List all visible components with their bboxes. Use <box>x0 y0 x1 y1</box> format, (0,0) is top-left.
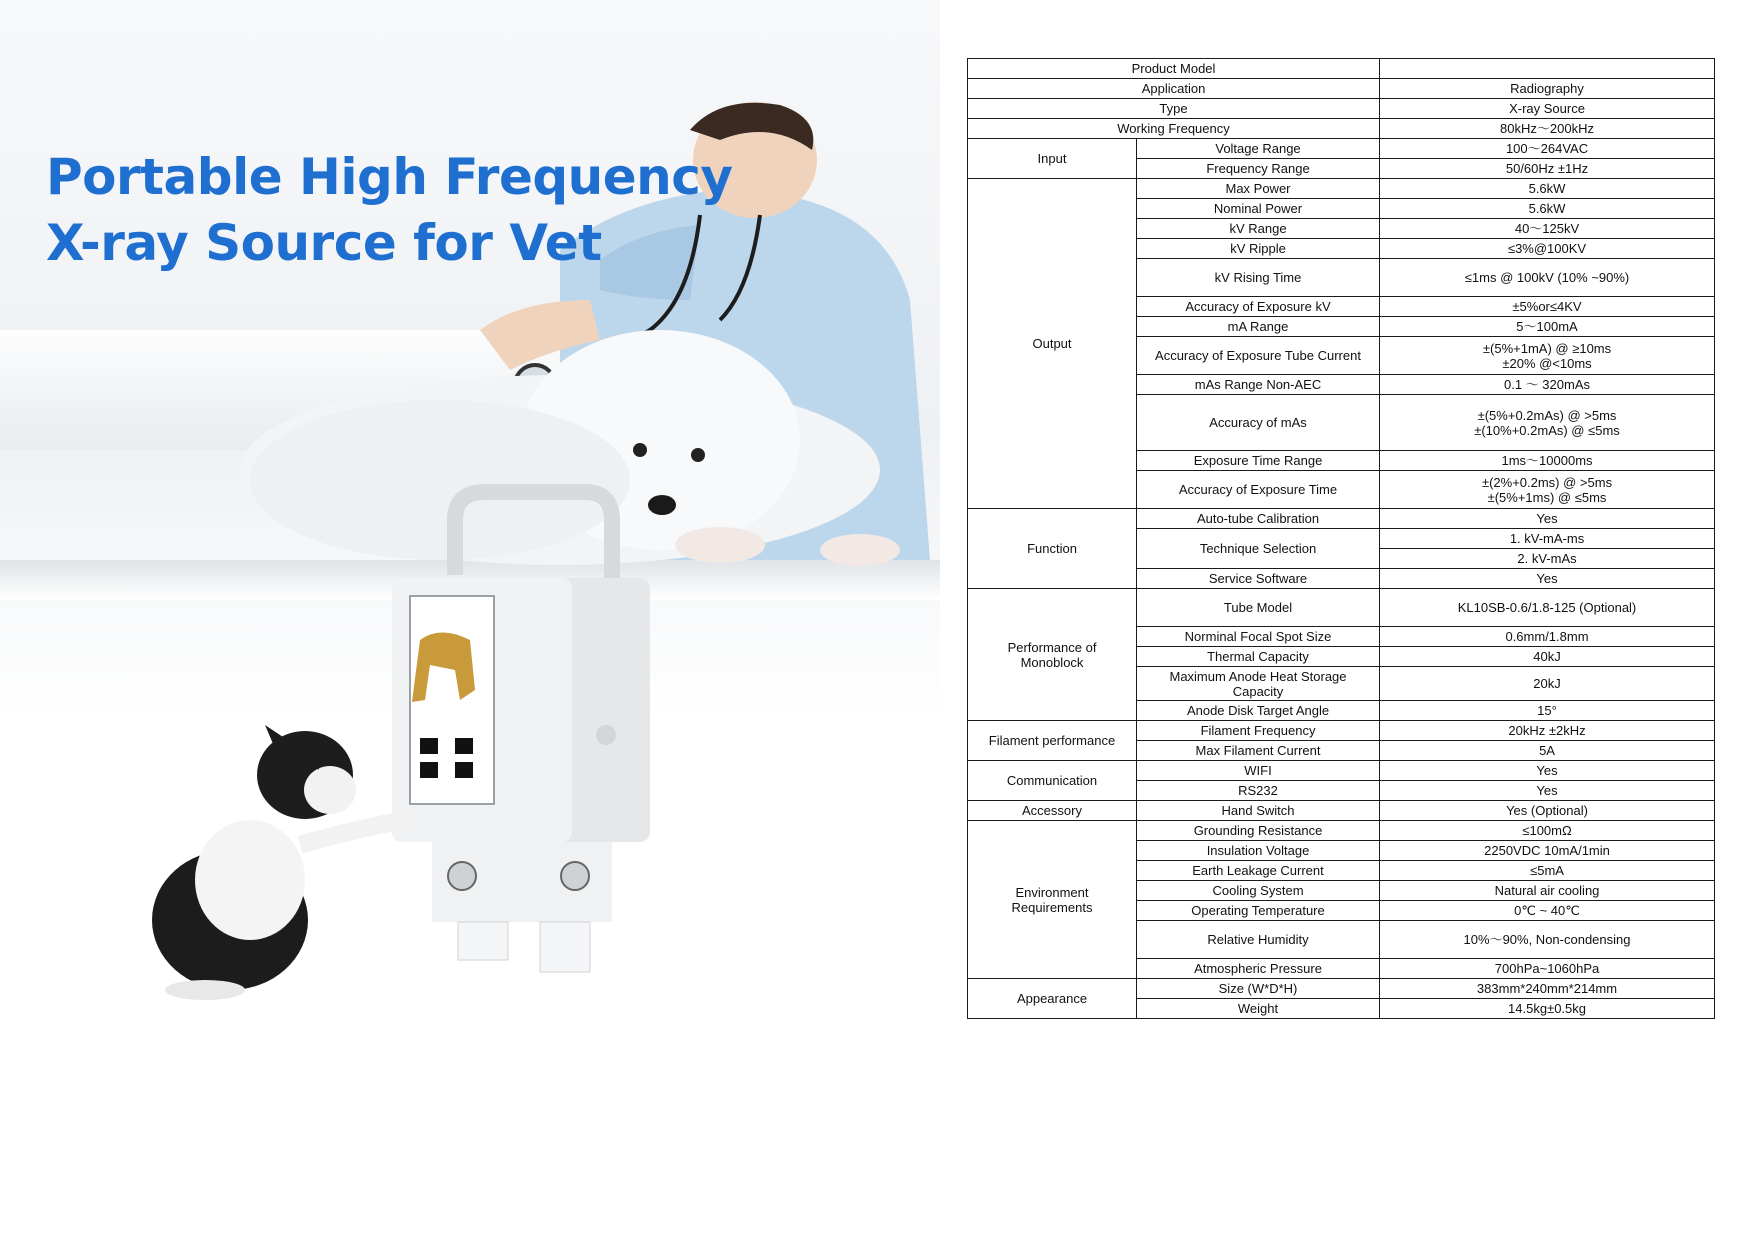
spec-value-text-line-2: ±20% @<10ms <box>1502 355 1592 371</box>
spec-value-text: 20kHz ±2kHz <box>1508 723 1586 738</box>
spec-value <box>1380 959 1715 979</box>
spec-value-text: Natural air cooling <box>1494 883 1600 898</box>
spec-value: X-ray Source <box>1380 99 1715 119</box>
spec-parameter-text: Accuracy of Exposure Time <box>1178 482 1338 497</box>
spec-parameter-text: WIFI <box>1244 763 1272 778</box>
spec-parameter-text: kV Ripple <box>1230 241 1286 256</box>
spec-parameter-text: mAs Range Non-AEC <box>1194 377 1322 392</box>
spec-parameter-text: Max Filament Current <box>1195 743 1321 758</box>
spec-parameter <box>1137 239 1380 259</box>
spec-value-text: ≤100mΩ <box>1522 823 1572 838</box>
spec-value <box>1380 701 1715 721</box>
spec-value-text-line-2: ±(10%+0.2mAs) @ ≤5ms <box>1474 422 1620 438</box>
spec-value <box>1380 569 1715 589</box>
spec-parameter <box>1137 471 1380 509</box>
spec-row <box>968 979 1715 999</box>
spec-value <box>1380 979 1715 999</box>
spec-value <box>1380 471 1715 509</box>
spec-parameter <box>1137 647 1380 667</box>
spec-parameter <box>1137 219 1380 239</box>
spec-row <box>968 761 1715 781</box>
spec-parameter <box>1137 139 1380 159</box>
spec-parameter <box>1137 589 1380 627</box>
spec-parameter-text: Exposure Time Range <box>1193 453 1323 468</box>
spec-group-label <box>968 821 1137 979</box>
spec-value-text: 1ms～10000ms <box>1501 453 1593 468</box>
spec-row <box>968 119 1715 139</box>
spec-value-text: Yes <box>1536 763 1558 778</box>
spec-value-text: 0℃ ~ 40℃ <box>1514 903 1580 918</box>
spec-parameter-text: kV Range <box>1229 221 1287 236</box>
spec-value <box>1380 667 1715 701</box>
spec-parameter <box>1137 801 1380 821</box>
spec-value-text: Yes <box>1536 511 1558 526</box>
spec-value-text: 5～100mA <box>1516 319 1578 334</box>
spec-parameter-text: Accuracy of mAs <box>1209 415 1307 430</box>
spec-value-text: Yes <box>1536 783 1558 798</box>
spec-parameter <box>1137 701 1380 721</box>
spec-parameter <box>1137 999 1380 1019</box>
spec-value <box>1380 509 1715 529</box>
spec-parameter <box>1137 375 1380 395</box>
spec-parameter-text: Accuracy of Exposure Tube Current <box>1155 348 1361 363</box>
spec-label: Type <box>968 99 1380 119</box>
spec-group-name: Input <box>1037 151 1067 166</box>
spec-parameter-text: Max Power <box>1225 181 1291 196</box>
spec-parameter <box>1137 569 1380 589</box>
spec-parameter <box>1137 259 1380 297</box>
spec-value-text: 14.5kg±0.5kg <box>1508 1001 1586 1016</box>
spec-parameter <box>1137 297 1380 317</box>
spec-parameter <box>1137 821 1380 841</box>
spec-value <box>1380 451 1715 471</box>
spec-value <box>1380 375 1715 395</box>
spec-parameter <box>1137 761 1380 781</box>
spec-row <box>968 79 1715 99</box>
spec-value <box>1380 761 1715 781</box>
spec-group-name: Environment <box>1015 884 1089 900</box>
spec-label: Application <box>968 79 1380 99</box>
spec-group-label <box>968 589 1137 721</box>
spec-parameter <box>1137 337 1380 375</box>
spec-group-name: Function <box>1027 541 1077 556</box>
spec-value-text: 0.1 ～ 320mAs <box>1504 377 1591 392</box>
spec-value <box>1380 337 1715 375</box>
spec-parameter-text: Grounding Resistance <box>1193 823 1323 838</box>
spec-value <box>1380 317 1715 337</box>
spec-parameter-text: mA Range <box>1227 319 1289 334</box>
spec-value <box>1380 821 1715 841</box>
spec-value-text: 15° <box>1537 703 1557 718</box>
spec-group-name-line-2: Monoblock <box>1020 654 1084 670</box>
spec-value <box>1380 297 1715 317</box>
spec-parameter-text: Accuracy of Exposure kV <box>1185 299 1331 314</box>
spec-parameter <box>1137 179 1380 199</box>
spec-value <box>1380 159 1715 179</box>
spec-row <box>968 139 1715 159</box>
spec-value-text: 40kJ <box>1533 649 1561 664</box>
spec-value-text: Yes (Optional) <box>1506 803 1588 818</box>
spec-group-label <box>968 801 1137 821</box>
spec-group-name: Appearance <box>1016 991 1088 1006</box>
spec-parameter-text: Size (W*D*H) <box>1218 981 1298 996</box>
spec-row <box>968 59 1715 79</box>
spec-parameter-text: Relative Humidity <box>1207 932 1309 947</box>
spec-parameter-text: Earth Leakage Current <box>1192 863 1324 878</box>
spec-value <box>1380 841 1715 861</box>
spec-value <box>1380 199 1715 219</box>
spec-parameter-text: Tube Model <box>1223 600 1293 615</box>
spec-value: 2. kV-mAs <box>1380 549 1715 569</box>
spec-value-text: KL10SB-0.6/1.8-125 (Optional) <box>1457 600 1637 615</box>
spec-value <box>1380 589 1715 627</box>
spec-group-label <box>968 139 1137 179</box>
spec-parameter-text: Weight <box>1237 1001 1279 1016</box>
spec-value-text: ±5%or≤4KV <box>1512 299 1582 314</box>
spec-value <box>1380 395 1715 451</box>
spec-group-name-line-2: Requirements <box>1011 899 1093 915</box>
spec-value <box>1380 647 1715 667</box>
spec-parameter <box>1137 667 1380 701</box>
spec-parameter-text: Maximum Anode Heat Storage <box>1169 668 1347 684</box>
spec-table <box>967 58 1715 1019</box>
spec-value-text: ≤1ms @ 100kV (10% ~90%) <box>1464 270 1630 285</box>
spec-value <box>1380 801 1715 821</box>
spec-parameter-text-line-2: Capacity <box>1232 683 1284 699</box>
spec-value-text: 40～125kV <box>1514 221 1580 236</box>
hero-title-line-1: Portable High Frequency <box>46 148 733 206</box>
spec-parameter-text: Atmospheric Pressure <box>1194 961 1322 976</box>
spec-parameter <box>1137 721 1380 741</box>
spec-parameter <box>1137 395 1380 451</box>
spec-value-text: Yes <box>1536 571 1558 586</box>
spec-parameter <box>1137 159 1380 179</box>
spec-value-text: 0.6mm/1.8mm <box>1505 629 1589 644</box>
spec-parameter <box>1137 881 1380 901</box>
spec-parameter-text: Insulation Voltage <box>1206 843 1310 858</box>
spec-value <box>1380 219 1715 239</box>
spec-parameter <box>1137 627 1380 647</box>
spec-value-text: 100～264VAC <box>1505 141 1589 156</box>
spec-parameter-text: Auto-tube Calibration <box>1196 511 1320 526</box>
spec-group-name: Accessory <box>1022 803 1082 818</box>
spec-parameter-text: Operating Temperature <box>1191 903 1325 918</box>
spec-value-text: 20kJ <box>1533 676 1561 691</box>
spec-value: 80kHz～200kHz <box>1380 119 1715 139</box>
spec-value <box>1380 999 1715 1019</box>
spec-value <box>1380 529 1715 549</box>
spec-value <box>1380 139 1715 159</box>
spec-value <box>1380 239 1715 259</box>
spec-row <box>968 99 1715 119</box>
spec-value-text: 50/60Hz ±1Hz <box>1505 161 1589 176</box>
spec-parameter <box>1137 861 1380 881</box>
spec-label: Product Model <box>968 59 1380 79</box>
spec-parameter <box>1137 841 1380 861</box>
spec-value-text: ≤5mA <box>1530 863 1564 878</box>
spec-row <box>968 821 1715 841</box>
spec-row <box>968 589 1715 627</box>
spec-parameter <box>1137 901 1380 921</box>
spec-parameter-text: Technique Selection <box>1199 541 1317 556</box>
spec-group-name: Filament performance <box>988 733 1116 748</box>
spec-value-text: 2250VDC 10mA/1min <box>1484 843 1610 858</box>
spec-group-label <box>968 179 1137 509</box>
spec-group-label <box>968 761 1137 801</box>
spec-value <box>1380 781 1715 801</box>
spec-value <box>1380 881 1715 901</box>
spec-group-name: Communication <box>1006 773 1098 788</box>
spec-group-label <box>968 979 1137 1019</box>
spec-parameter-text: Service Software <box>1208 571 1308 586</box>
spec-label: Working Frequency <box>968 119 1380 139</box>
spec-parameter <box>1137 317 1380 337</box>
spec-parameter-text: RS232 <box>1238 783 1278 798</box>
spec-parameter-text: Hand Switch <box>1221 803 1295 818</box>
spec-value: Radiography <box>1380 79 1715 99</box>
spec-value <box>1380 721 1715 741</box>
spec-value-text-line-2: ±(5%+1ms) @ ≤5ms <box>1487 489 1607 505</box>
spec-value-text: 10%～90%, Non-condensing <box>1463 932 1631 947</box>
spec-table-body <box>968 59 1715 1019</box>
spec-parameter <box>1137 979 1380 999</box>
spec-value-text: 5A <box>1539 743 1555 758</box>
spec-value-text: 1. kV-mA-ms <box>1509 531 1585 546</box>
spec-value <box>1380 59 1715 79</box>
spec-parameter-text: Cooling System <box>1212 883 1304 898</box>
spec-value-text: ≤3%@100KV <box>1507 241 1587 256</box>
spec-parameter <box>1137 529 1380 569</box>
spec-value <box>1380 741 1715 761</box>
spec-value-text: 700hPa~1060hPa <box>1494 961 1600 976</box>
spec-parameter-text: Nominal Power <box>1213 201 1303 216</box>
spec-parameter-text: Thermal Capacity <box>1207 649 1309 664</box>
spec-value <box>1380 861 1715 881</box>
spec-value <box>1380 259 1715 297</box>
spec-value-text: 5.6kW <box>1528 201 1566 216</box>
spec-value-text: ±(2%+0.2ms) @ >5ms <box>1481 474 1613 490</box>
spec-parameter <box>1137 509 1380 529</box>
bulldog <box>152 725 405 1000</box>
spec-value-text: 383mm*240mm*214mm <box>1476 981 1618 996</box>
spec-parameter-text: Anode Disk Target Angle <box>1186 703 1330 718</box>
spec-parameter <box>1137 741 1380 761</box>
hero-title-line-2: X-ray Source for Vet <box>46 214 602 272</box>
spec-parameter-text: Filament Frequency <box>1200 723 1316 738</box>
spec-parameter-text: Norminal Focal Spot Size <box>1184 629 1332 644</box>
spec-parameter <box>1137 781 1380 801</box>
spec-value-text: 5.6kW <box>1528 181 1566 196</box>
spec-group-label <box>968 509 1137 589</box>
spec-group-name: Performance of <box>1007 639 1097 655</box>
spec-parameter <box>1137 921 1380 959</box>
spec-row <box>968 179 1715 199</box>
spec-value <box>1380 627 1715 647</box>
spec-parameter-text: Voltage Range <box>1215 141 1301 156</box>
spec-group-label <box>968 721 1137 761</box>
spec-row <box>968 509 1715 529</box>
spec-value <box>1380 901 1715 921</box>
spec-parameter <box>1137 451 1380 471</box>
spec-value <box>1380 179 1715 199</box>
spec-parameter <box>1137 199 1380 219</box>
spec-value <box>1380 921 1715 959</box>
spec-parameter-text: kV Rising Time <box>1214 270 1302 285</box>
spec-row <box>968 721 1715 741</box>
spec-group-name: Output <box>1032 336 1072 351</box>
spec-value-text: ±(5%+0.2mAs) @ >5ms <box>1477 407 1617 423</box>
spec-parameter-text: Frequency Range <box>1206 161 1310 176</box>
spec-parameter <box>1137 959 1380 979</box>
spec-value-text: ±(5%+1mA) @ ≥10ms <box>1482 340 1612 356</box>
spec-row <box>968 801 1715 821</box>
